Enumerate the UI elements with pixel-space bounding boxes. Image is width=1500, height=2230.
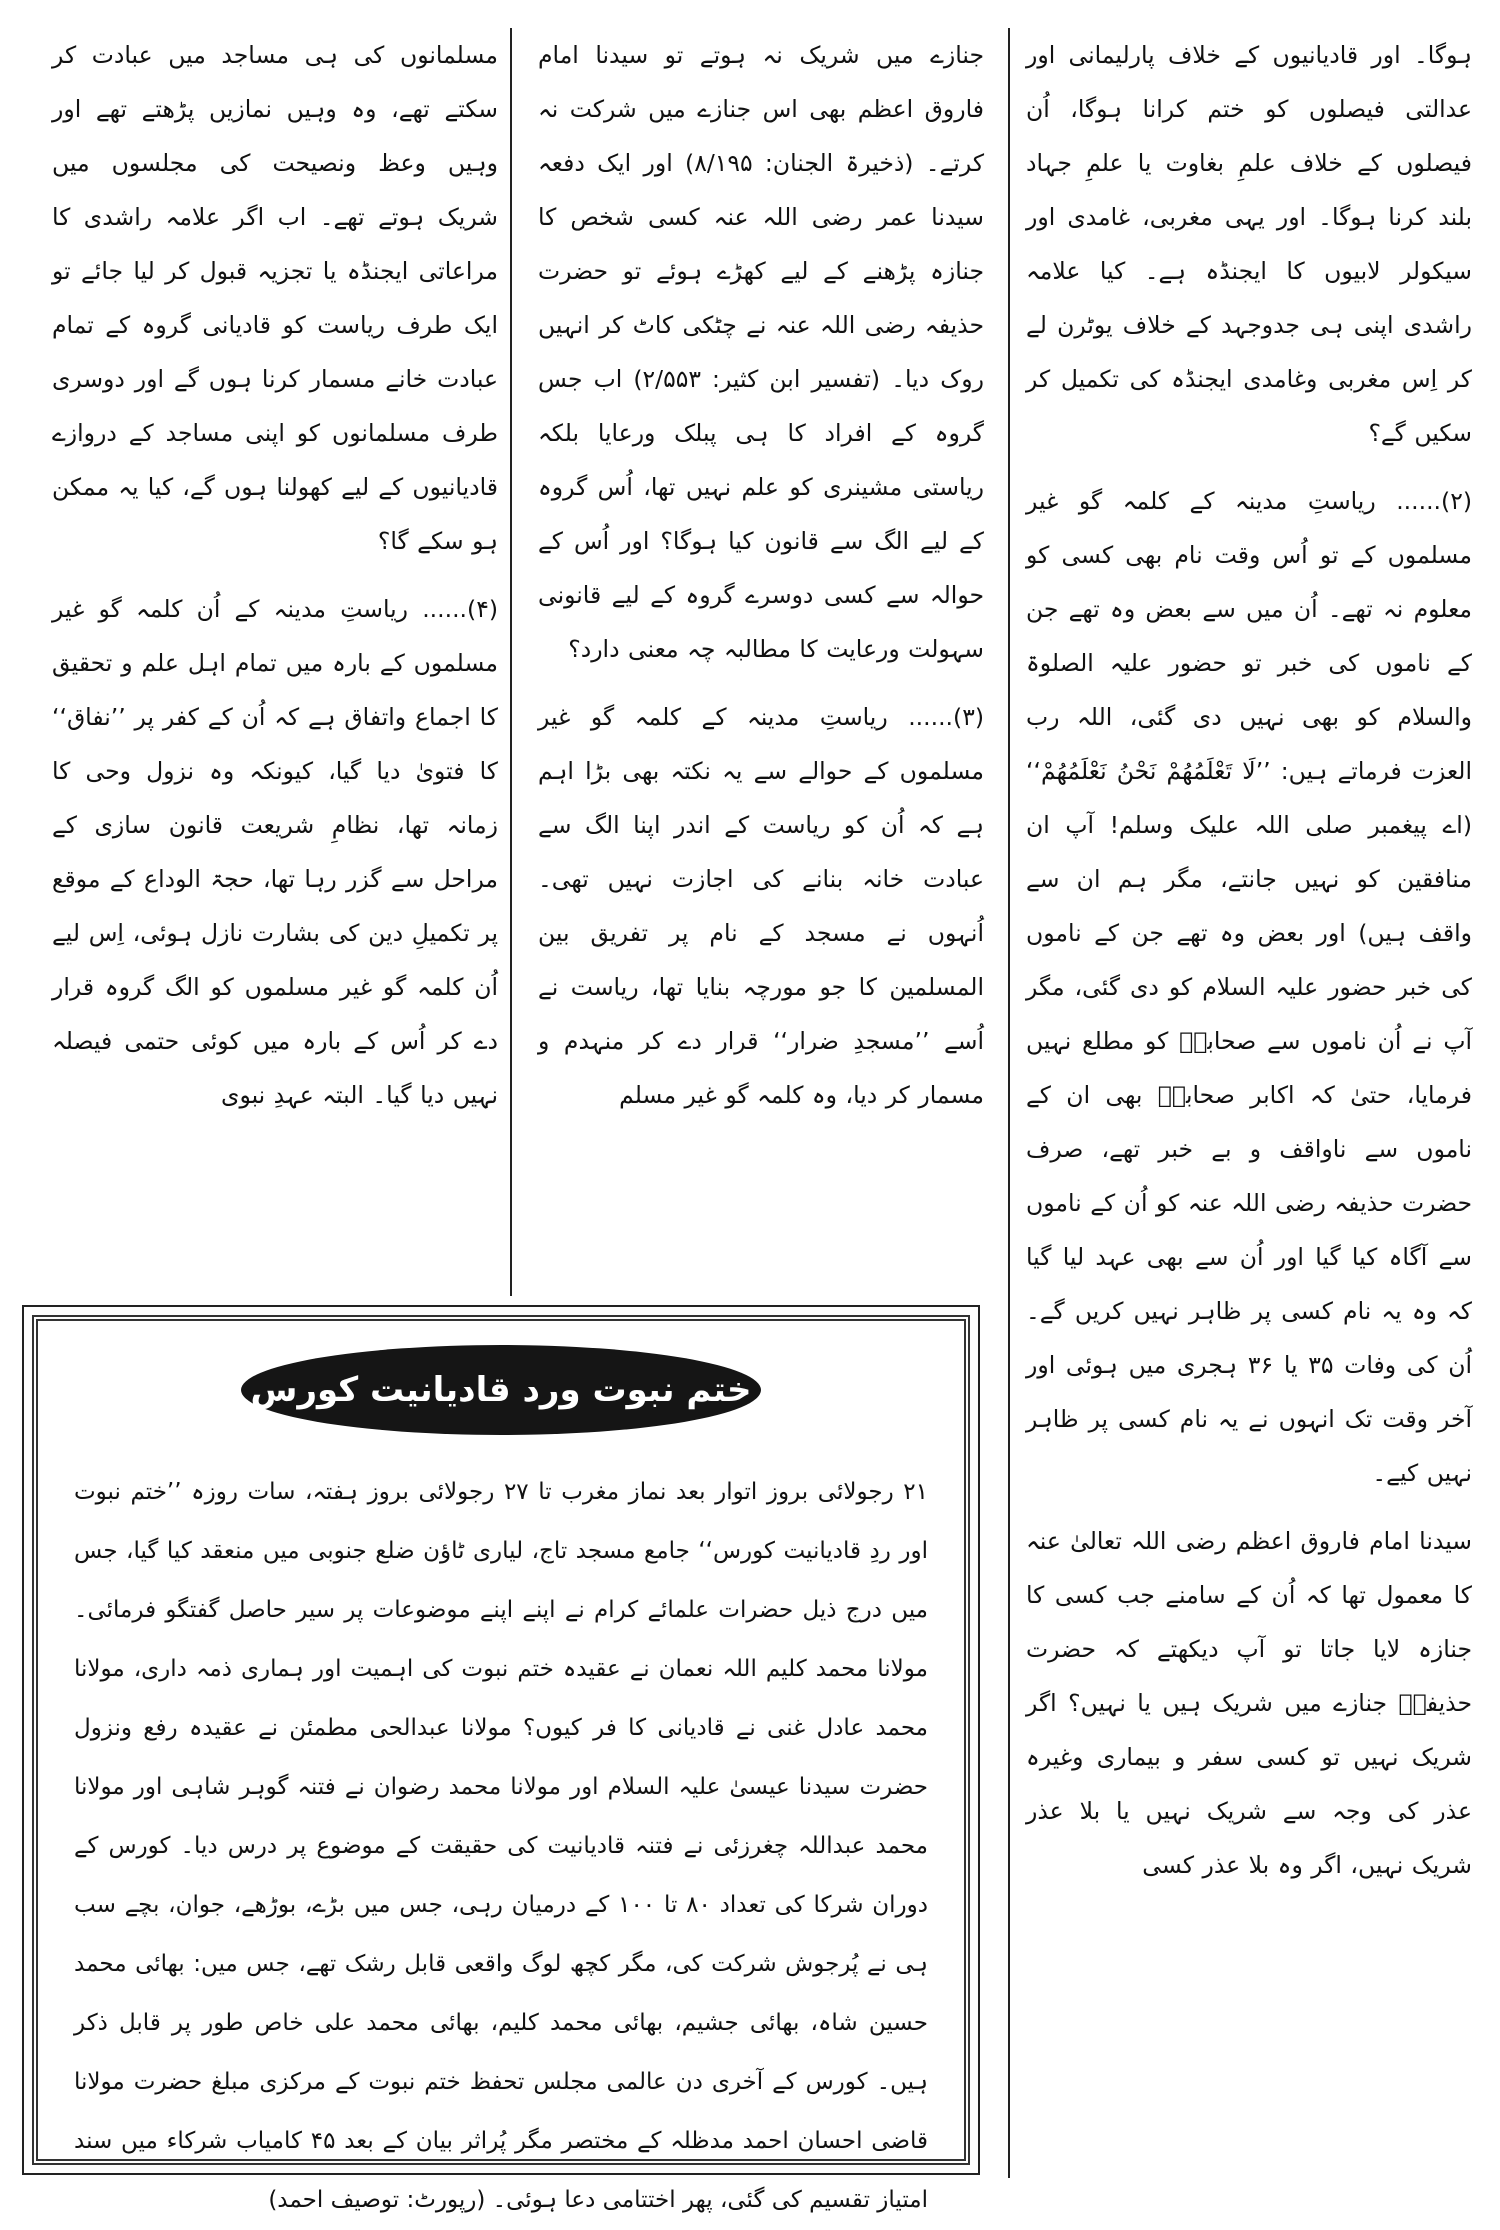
report-credit: (رپورٹ: توصیف احمد)	[268, 2187, 486, 2213]
column-right	[1026, 28, 1472, 2178]
course-title-banner	[241, 1345, 761, 1435]
column-divider-left	[510, 28, 512, 1296]
right-paragraph-3: سیدنا امام فاروق اعظم رضی اللہ تعالیٰ عنہ کا معمول تھا کہ اُن کے سامنے جب کسی کا جنازہ لایا جاتا تو آپ دیکھتے کہ حضرت حذیفہؓ جنازے میں شریک ہیں یا نہیں؟ اگر شریک نہیں تو کسی سفر و بیماری وغیرہ عذر کی وجہ سے شریک نہیں یا بلا عذر شریک نہیں، اگر وہ بلا عذر کسی	[1026, 1527, 1472, 1879]
column-left	[52, 28, 498, 1298]
course-announcement-box	[22, 1305, 980, 2213]
course-report-body	[74, 1463, 928, 2213]
column-divider-right	[1008, 28, 1010, 2178]
course-announcement-frame	[32, 1315, 970, 2213]
right-paragraph-1: ہوگا۔ اور قادیانیوں کے خلاف پارلیمانی اور عدالتی فیصلوں کو ختم کرانا ہوگا، اُن فیصلوں کے خلاف علمِ بغاوت یا علمِ جہاد بلند کرنا ہوگا۔ اور یہی مغربی، غامدی اور سیکولر لابیوں کا ایجنڈہ ہے۔ کیا علامہ راشدی اپنی ہی جدوجہد کے خلاف یوٹرن لے کر اِس مغربی وغامدی ایجنڈہ کی تکمیل کر سکیں گے؟	[1026, 41, 1472, 447]
left-paragraph-1: مسلمانوں کی ہی مساجد میں عبادت کر سکتے تھے، وہ وہیں نمازیں پڑھتے تھے اور وہیں وعظ ونصیحت کی مجلسوں میں شریک ہوتے تھے۔ اب اگر علامہ راشدی کا مراعاتی ایجنڈہ یا تجزیہ قبول کر لیا جائے تو ایک طرف ریاست کو قادیانی گروہ کے تمام عبادت خانے مسمار کرنا ہوں گے اور دوسری طرف مسلمانوں کو اپنی مساجد کے دروازے قادیانیوں کے لیے کھولنا ہوں گے، کیا یہ ممکن ہو سکے گا؟	[52, 41, 498, 555]
course-report-text: ۲۱ رجولائی بروز اتوار بعد نماز مغرب تا ۲۷ رجولائی بروز ہفتہ، سات روزہ ’’ختم نبوت اور ردِ قادیانیت کورس‘‘ جامع مسجد تاج، لیاری ٹاؤن ضلع جنوبی میں منعقد کیا گیا، جس میں درج ذیل حضرات علمائے کرام نے اپنے اپنے موضوعات پر سیر حاصل گفتگو فرمائی۔ مولانا محمد کلیم اللہ نعمان نے عقیدہ ختم نبوت کی اہمیت اور ہماری ذمہ داری، مولانا محمد عادل غنی نے قادیانی کا فر کیوں؟ مولانا عبدالحی مطمئن نے عقیدہ رفع ونزول حضرت سیدنا عیسیٰ علیہ السلام اور مولانا محمد رضوان نے فتنہ گوہر شاہی اور مولانا محمد عبداللہ چغرزئی نے فتنہ قادیانیت کی حقیقت کے موضوع پر درس دیا۔ کورس کے دوران شرکا کی تعداد ۸۰ تا ۱۰۰ کے درمیان رہی، جس میں بڑے، بوڑھے، جوان، بچے سب ہی نے پُرجوش شرکت کی، مگر کچھ لوگ واقعی قابل رشک تھے، جس میں: بھائی محمد حسین شاہ، بھائی جشیم، بھائی محمد کلیم، بھائی محمد علی خاص طور پر قابل ذکر ہیں۔ کورس کے آخری دن عالمی مجلس تحفظ ختم نبوت کے مرکزی مبلغ حضرت مولانا قاضی احسان احمد مدظلہ کے مختصر مگر پُراثر بیان کے بعد ۴۵ کامیاب شرکاء میں سند امتیاز تقسیم کی گئی، پھر اختتامی دعا ہوئی۔	[74, 1479, 928, 2213]
left-paragraph-2: (۴)...... ریاستِ مدینہ کے اُن کلمہ گو غیر مسلموں کے بارہ میں تمام اہل علم و تحقیق کا اجماع واتفاق ہے کہ اُن کے کفر پر ’’نفاق‘‘ کا فتویٰ دیا گیا، کیونکہ وہ نزول وحی کا زمانہ تھا، نظامِ شریعت قانون سازی کے مراحل سے گزر رہا تھا، حجۃ الوداع کے موقع پر تکمیلِ دین کی بشارت نازل ہوئی، اِس لیے اُن کلمہ گو غیر مسلموں کو الگ گروہ قرار دے کر اُس کے بارہ میں کوئی حتمی فیصلہ نہیں دیا گیا۔ البتہ عہدِ نبوی	[52, 595, 498, 1109]
middle-paragraph-1: جنازے میں شریک نہ ہوتے تو سیدنا امام فاروق اعظم بھی اس جنازے میں شرکت نہ کرتے۔ (ذخیرۃ الجنان: ۸/۱۹۵) اور ایک دفعہ سیدنا عمر رضی اللہ عنہ کسی شخص کا جنازہ پڑھنے کے لیے کھڑے ہوئے تو حضرت حذیفہ رضی اللہ عنہ نے چٹکی کاٹ کر انہیں روک دیا۔ (تفسیر ابن کثیر: ۲/۵۵۳) اب جس گروہ کے افراد کا ہی پبلک ورعایا بلکہ ریاستی مشینری کو علم نہیں تھا، اُس گروہ کے لیے الگ سے قانون کیا ہوگا؟ اور اُس کے حوالہ سے کسی دوسرے گروہ کے لیے قانونی سہولت ورعایت کا مطالبہ چہ معنی دارد؟	[538, 41, 985, 663]
middle-paragraph-2: (۳)...... ریاستِ مدینہ کے کلمہ گو غیر مسلموں کے حوالے سے یہ نکتہ بھی بڑا اہم ہے کہ اُن کو ریاست کے اندر اپنا الگ سے عبادت خانہ بنانے کی اجازت نہیں تھی۔ اُنہوں نے مسجد کے نام پر تفریق بین المسلمین کا جو مورچہ بنایا تھا، ریاست نے اُسے ’’مسجدِ ضرار‘‘ قرار دے کر منہدم و مسمار کر دیا، وہ کلمہ گو غیر مسلم	[538, 703, 984, 1109]
right-paragraph-2: (۲)...... ریاستِ مدینہ کے کلمہ گو غیر مسلموں کے تو اُس وقت نام بھی کسی کو معلوم نہ تھے۔ اُن میں سے بعض وہ تھے جن کے ناموں کی خبر تو حضور علیہ الصلوۃ والسلام کو بھی نہیں دی گئی، اللہ رب العزت فرماتے ہیں: ’’لَا تَعْلَمُهُمْ نَحْنُ نَعْلَمُهُمْ‘‘ (اے پیغمبر صلی اللہ علیک وسلم! آپ ان منافقین کو نہیں جانتے، مگر ہم ان سے واقف ہیں) اور بعض وہ تھے جن کے ناموں کی خبر حضور علیہ السلام کو دی گئی، مگر آپ نے اُن ناموں سے صحابہؓ کو مطلع نہیں فرمایا، حتیٰ کہ اکابر صحابہؓ بھی ان کے ناموں سے ناواقف و بے خبر تھے، صرف حضرت حذیفہ رضی اللہ عنہ کو اُن کے ناموں سے آگاہ کیا گیا اور اُن سے بھی عہد لیا گیا کہ وہ یہ نام کسی پر ظاہر نہیں کریں گے۔ اُن کی وفات ۳۵ یا ۳۶ ہجری میں ہوئی اور آخر وقت تک انہوں نے یہ نام کسی پر ظاہر نہیں کیے۔	[1026, 487, 1473, 1487]
course-title: ختم نبوت ورد قادیانیت کورس	[250, 1370, 752, 1410]
column-middle	[538, 28, 984, 1298]
